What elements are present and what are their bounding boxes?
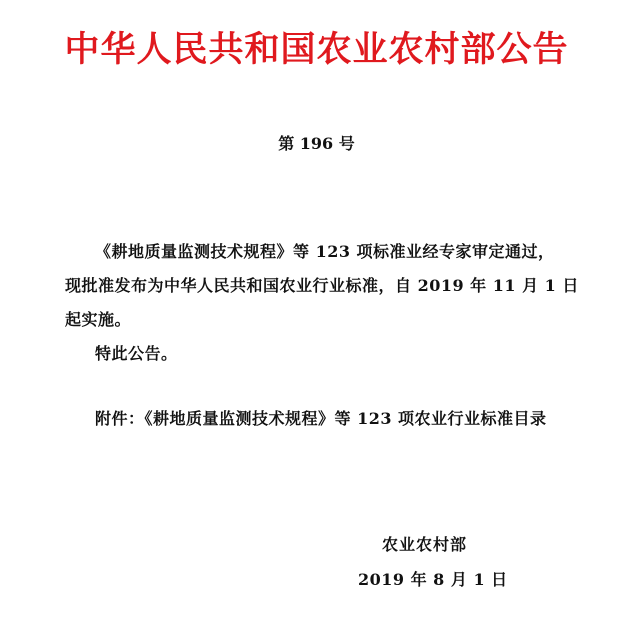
closing-text: 特此公告。 (95, 344, 178, 363)
body-line-3: 起实施。 (65, 310, 132, 329)
announcement-number: 第 196 号 (278, 134, 355, 153)
announcement-header: 中华人民共和国农业农村部公告 (64, 30, 569, 70)
issuer-name: 农业农村部 (382, 535, 468, 554)
body-line-1: 《耕地质量监测技术规程》等 123 项标准业经专家审定通过， (95, 242, 555, 261)
issue-date: 2019 年 8 月 1 日 (358, 570, 508, 589)
body-line-2: 现批准发布为中华人民共和国农业行业标准，自 2019 年 11 月 1 日 (65, 276, 579, 295)
attachment-text: 附件：《耕地质量监测技术规程》等 123 项农业行业标准目录 (95, 409, 547, 428)
